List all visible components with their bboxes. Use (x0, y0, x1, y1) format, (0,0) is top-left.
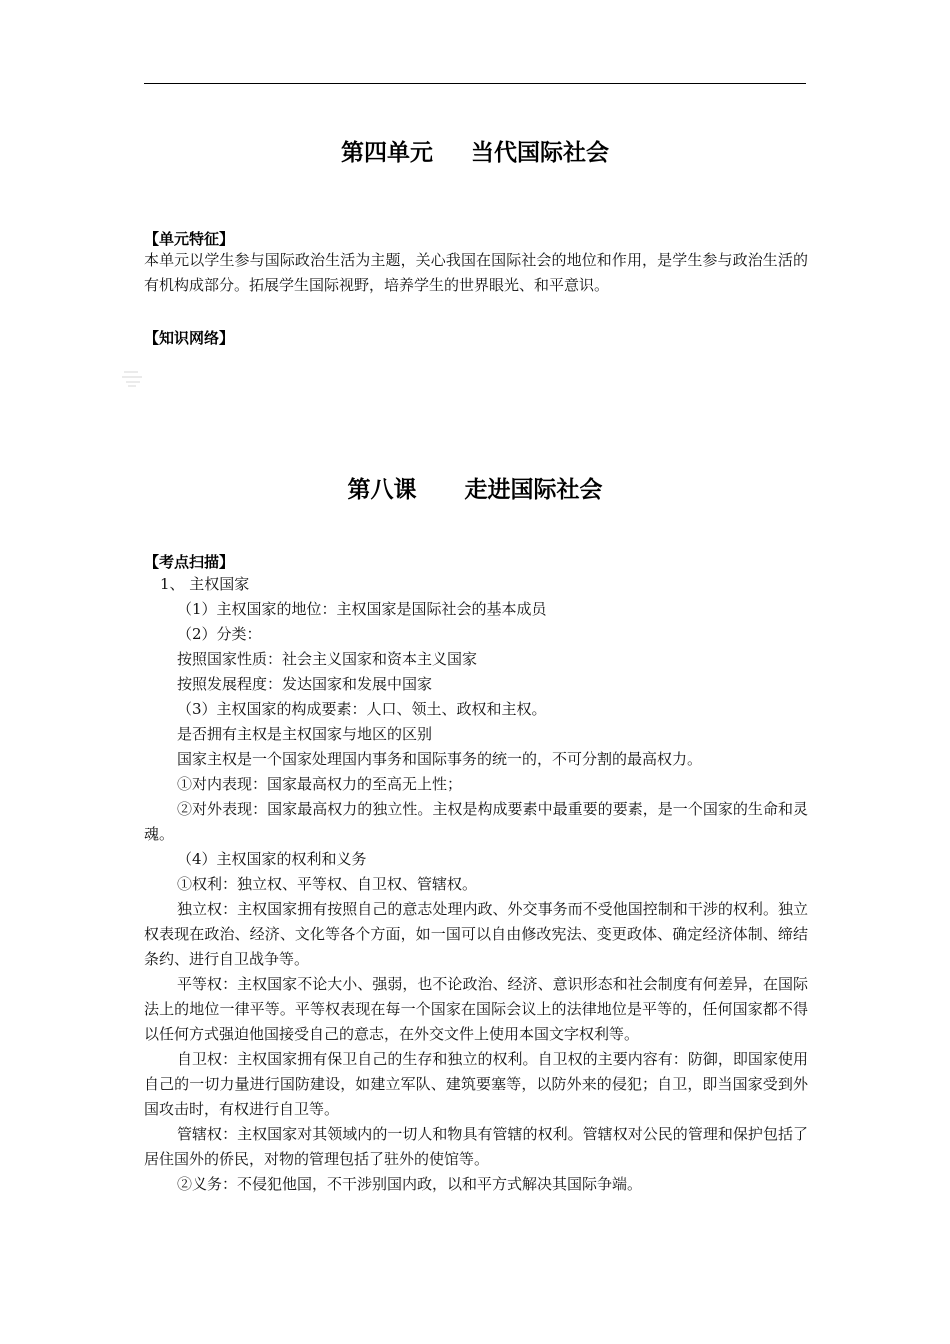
section-sovereign-state: 1、 主权国家 (160, 575, 250, 593)
content-line: （1）主权国家的地位：主权国家是国际社会的基本成员 (177, 600, 547, 618)
content-line: （3）主权国家的构成要素：人口、领土、政权和主权。 (177, 700, 547, 718)
lesson-title (0, 471, 950, 504)
content-line-obligations: ②义务：不侵犯他国，不干涉别国内政，以和平方式解决其国际争端。 (177, 1175, 643, 1193)
content-paragraph-independence: 独立权：主权国家拥有按照自己的意志处理内政、外交事务而不受他国控制和干涉的权利。独立权表现在政治、经济、文化等各个方面，如一国可以自由修改宪法、变更政体、确定经济体制、缔结条约、进行自卫战争等。 (144, 900, 808, 968)
unit-feature-text: 本单元以学生参与国际政治生活为主题，关心我国在国际社会的地位和作用，是学生参与政治生活的有机构成部分。拓展学生国际视野，培养学生的世界眼光、和平意识。 (144, 251, 808, 294)
content-line: 按照国家性质：社会主义国家和资本主义国家 (177, 650, 478, 668)
unit-title (0, 134, 950, 167)
exam-points-heading: 【考点扫描】 (144, 553, 235, 571)
lesson-name: 走进国际社会 (464, 477, 603, 503)
content-paragraph-equality: 平等权：主权国家不论大小、强弱，也不论政治、经济、意识形态和社会制度有何差异，在国际法上的地位一律平等。平等权表现在每一个国家在国际会议上的法律地位是平等的，任何国家都不得以任何方式强迫他国接受自己的意志，在外交文件上使用本国文字权利等。 (144, 975, 808, 1043)
content-paragraph-self-defense: 自卫权：主权国家拥有保卫自己的生存和独立的权利。自卫权的主要内容有：防御，即国家使用自己的一切力量进行国防建设，如建立军队、建筑要塞等，以防外来的侵犯；自卫，即当国家受到外国攻击时，有权进行自卫等。 (144, 1050, 808, 1118)
unit-feature-heading: 【单元特征】 (144, 230, 235, 248)
content-line: ①对内表现：国家最高权力的至高无上性； (177, 775, 463, 793)
content-line: 是否拥有主权是主权国家与地区的区别 (177, 725, 433, 743)
lesson-number: 第八课 (347, 477, 417, 503)
knowledge-network-heading: 【知识网络】 (144, 329, 235, 347)
unit-name: 当代国际社会 (471, 140, 609, 166)
unit-number: 第四单元 (341, 140, 433, 166)
content-line: （4）主权国家的权利和义务 (177, 850, 367, 868)
header-rule (144, 83, 806, 84)
content-line: 按照发展程度：发达国家和发展中国家 (177, 675, 433, 693)
content-line: ①权利：独立权、平等权、自卫权、管辖权。 (177, 875, 478, 893)
content-line: 国家主权是一个国家处理国内事务和国际事务的统一的，不可分割的最高权力。 (177, 750, 703, 768)
content-line: （2）分类： (177, 625, 262, 643)
content-paragraph-jurisdiction: 管辖权：主权国家对其领域内的一切人和物具有管辖的权利。管辖权对公民的管理和保护包括了居住国外的侨民，对物的管理包括了驻外的使馆等。 (144, 1125, 808, 1168)
content-paragraph: ②对外表现：国家最高权力的独立性。主权是构成要素中最重要的要素，是一个国家的生命和灵魂。 (144, 800, 808, 843)
knowledge-network-placeholder-image (120, 368, 146, 388)
